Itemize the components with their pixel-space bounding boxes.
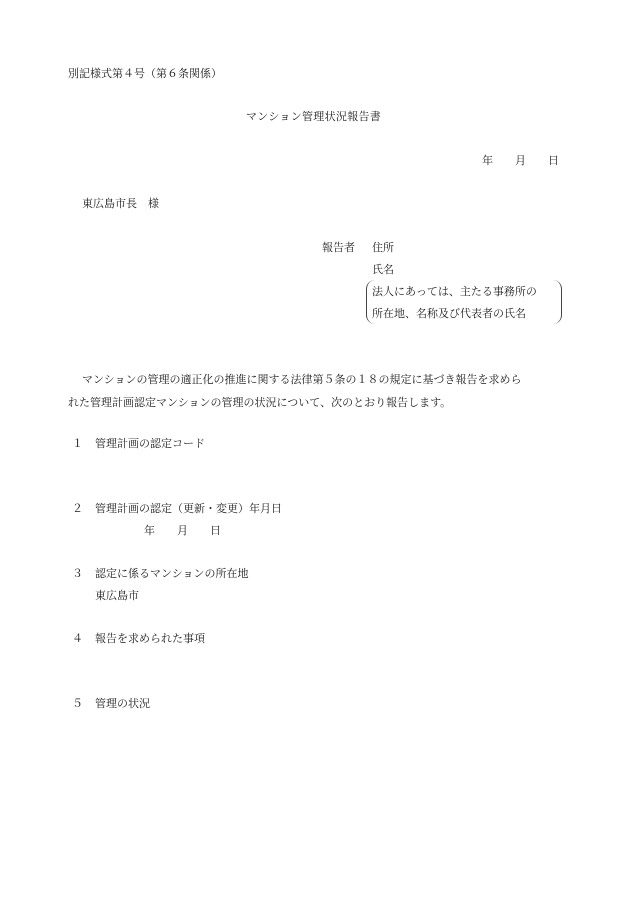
body-text-line2: れた管理計画認定マンションの管理の状況について、次のとおり報告します。 — [68, 396, 452, 409]
corporate-note-line1: 法人にあっては、主たる事務所の — [372, 285, 537, 298]
body-text-line1: マンションの管理の適正化の推進に関する法律第５条の１８の規定に基づき報告を求めら — [82, 373, 522, 386]
item-2-number: ２ — [72, 502, 83, 515]
item-4-number: ４ — [72, 632, 83, 645]
reporter-address-label: 住所 — [372, 241, 394, 254]
item-5-number: ５ — [72, 697, 83, 710]
item-1-number: １ — [72, 437, 83, 450]
item-2-label: 管理計画の認定（更新・変更）年月日 — [95, 502, 282, 515]
form-number: 別記様式第４号（第６条関係） — [68, 67, 222, 80]
item-3-label: 認定に係るマンションの所在地 — [95, 567, 249, 580]
item-2-value: 年 月 日 — [144, 524, 221, 537]
reporter-name-label: 氏名 — [372, 263, 394, 276]
item-3-number: ３ — [72, 567, 83, 580]
reporter-label: 報告者 — [322, 241, 355, 254]
date-line: 年 月 日 — [482, 154, 559, 167]
corporate-note-line2: 所在地、名称及び代表者の氏名 — [372, 307, 526, 320]
addressee: 東広島市長 様 — [82, 197, 159, 210]
item-4-label: 報告を求められた事項 — [95, 632, 205, 645]
item-5-label: 管理の状況 — [95, 697, 150, 710]
document-title: マンション管理状況報告書 — [246, 110, 382, 123]
item-1-label: 管理計画の認定コード — [95, 437, 205, 450]
item-3-value: 東広島市 — [95, 589, 139, 602]
